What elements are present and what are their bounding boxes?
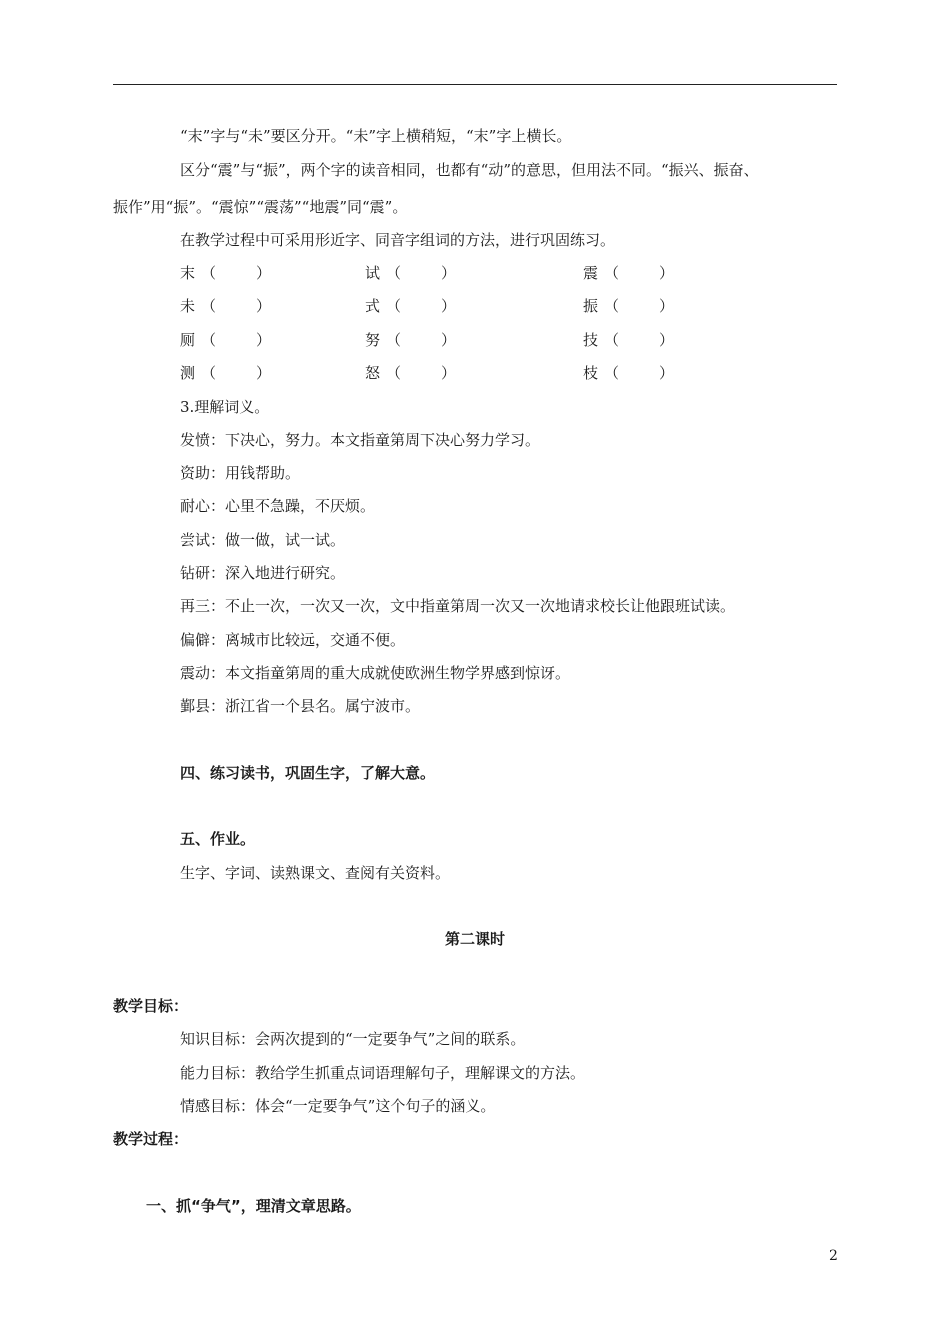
- exercise-cell: 震 （ ）: [583, 264, 675, 282]
- header-rule: [113, 84, 837, 85]
- exercise-cell: 厕 （ ）: [180, 330, 272, 349]
- vocab-item: 尝试：做一做，试一试。: [180, 531, 346, 549]
- exercise-cell: 式 （ ）: [365, 297, 457, 316]
- exercise-cell: 振 （ ）: [583, 297, 675, 316]
- intro-line-2: 区分“震”与“振”，两个字的读音相同，也都有“动”的意思，但用法不同。“振兴、振奋、: [180, 161, 759, 179]
- exercise-cell: 末 （ ）: [180, 264, 272, 282]
- vocab-item: 钻研：深入地进行研究。: [180, 564, 346, 582]
- vocab-item: 耐心：心里不急躁，不厌烦。: [180, 497, 376, 515]
- objective-ability: 能力目标：教给学生抓重点词语理解句子，理解课文的方法。: [180, 1064, 586, 1082]
- process-label: 教学过程：: [113, 1130, 189, 1148]
- vocab-item: 发愤：下决心，努力。本文指童第周下决心努力学习。: [180, 431, 541, 449]
- vocab-item: 资助：用钱帮助。: [180, 464, 301, 482]
- exercise-cell: 枝 （ ）: [583, 363, 675, 382]
- vocab-item: 震动：本文指童第周的重大成就使欧洲生物学界感到惊讶。: [180, 664, 571, 682]
- exercise-row: [180, 330, 700, 363]
- section-4-heading: 四、练习读书，巩固生字，了解大意。: [180, 764, 436, 782]
- exercise-cell: 测 （ ）: [180, 363, 272, 382]
- intro-line-4: 在教学过程中可采用形近字、同音字组词的方法，进行巩固练习。: [180, 231, 616, 249]
- homework-text: 生字、字词、读熟课文、查阅有关资料。: [180, 864, 451, 882]
- exercise-cell: 未 （ ）: [180, 297, 272, 316]
- exercise-cell: 怒 （ ）: [365, 363, 457, 382]
- exercise-row: [180, 363, 700, 396]
- exercise-grid: [180, 263, 700, 396]
- exercise-row: [180, 263, 700, 296]
- vocab-item: 偏僻：离城市比较远，交通不便。: [180, 631, 406, 649]
- exercise-cell: 努 （ ）: [365, 330, 457, 349]
- objective-knowledge: 知识目标：会两次提到的“一定要争气”之间的联系。: [180, 1030, 526, 1048]
- intro-line-3: 振作”用“振”。“震惊”“震荡”“地震”同“震”。: [113, 198, 408, 216]
- objectives-label: 教学目标：: [113, 997, 189, 1015]
- intro-line-1: “末”字与“未”要区分开。“未”字上横稍短，“末”字上横长。: [180, 127, 572, 145]
- page-number: 2: [829, 1248, 838, 1264]
- exercise-row: [180, 296, 700, 329]
- section-5-heading: 五、作业。: [180, 830, 256, 848]
- objective-emotion: 情感目标：体会“一定要争气”这个句子的涵义。: [180, 1097, 496, 1115]
- vocab-item: 再三：不止一次，一次又一次，文中指童第周一次又一次地请求校长让他跟班试读。: [180, 597, 736, 615]
- step-1-heading: 一、抓“争气”，理清文章思路。: [146, 1197, 361, 1215]
- exercise-cell: 技 （ ）: [583, 330, 675, 349]
- exercise-cell: 试 （ ）: [365, 264, 457, 282]
- lesson-2-title: 第二课时: [444, 930, 505, 948]
- vocab-item: 鄞县：浙江省一个县名。属宁波市。: [180, 697, 421, 715]
- vocab-heading: 3.理解词义。: [180, 398, 270, 416]
